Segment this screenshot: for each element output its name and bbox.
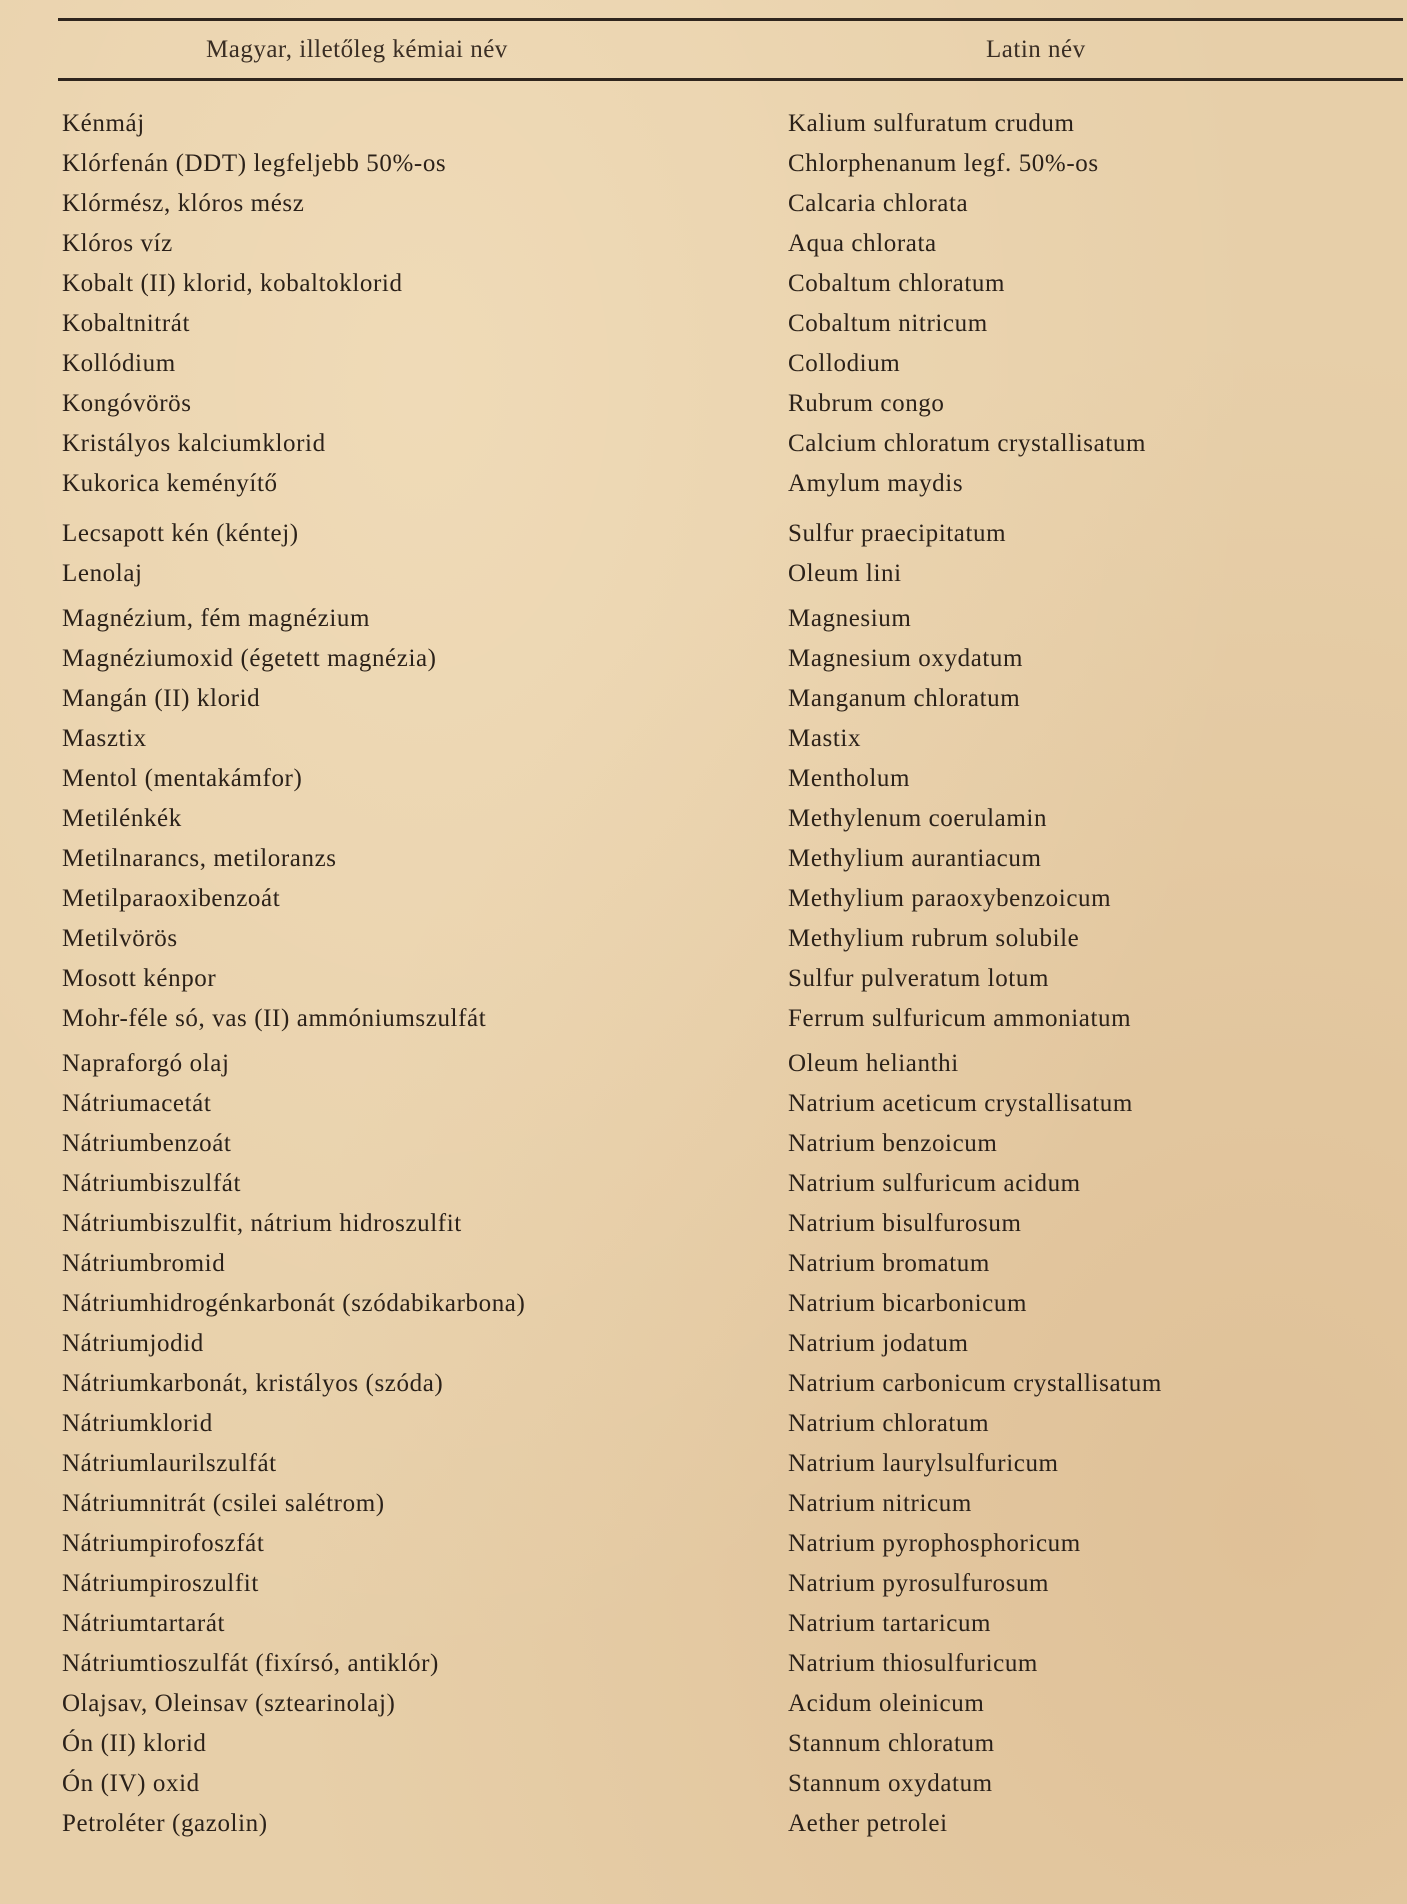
latin-name-cell: Kalium sulfuratum crudum xyxy=(788,110,1075,137)
hungarian-name-cell: Metilénkék xyxy=(62,805,182,832)
table-row xyxy=(0,110,1407,146)
table-row xyxy=(0,965,1407,1001)
hungarian-name-cell: Mangán (II) klorid xyxy=(62,685,261,712)
latin-name-cell: Natrium pyrosulfurosum xyxy=(788,1570,1050,1597)
hungarian-name-cell: Klóros víz xyxy=(62,230,173,257)
latin-name-cell: Acidum oleinicum xyxy=(788,1690,985,1717)
hungarian-name-cell: Nátriumjodid xyxy=(62,1330,204,1357)
table-row xyxy=(0,1730,1407,1766)
latin-name-cell: Methylium rubrum solubile xyxy=(788,925,1080,952)
latin-name-cell: Natrium tartaricum xyxy=(788,1610,992,1637)
latin-name-cell: Sulfur pulveratum lotum xyxy=(788,965,1049,992)
latin-name-cell: Aether petrolei xyxy=(788,1810,948,1837)
hungarian-name-cell: Nátriumkarbonát, kristályos (szóda) xyxy=(62,1370,444,1397)
table-header-rule xyxy=(58,78,1403,81)
table-row xyxy=(0,1410,1407,1446)
hungarian-name-cell: Kristályos kalciumklorid xyxy=(62,430,326,457)
latin-name-cell: Stannum oxydatum xyxy=(788,1770,993,1797)
table-row xyxy=(0,1610,1407,1646)
table-row xyxy=(0,1250,1407,1286)
table-row xyxy=(0,1330,1407,1366)
table-row xyxy=(0,605,1407,641)
table-row xyxy=(0,885,1407,921)
hungarian-name-cell: Nátriumbiszulfát xyxy=(62,1170,241,1197)
table-row xyxy=(0,1370,1407,1406)
latin-name-cell: Mentholum xyxy=(788,765,911,792)
table-top-rule xyxy=(58,18,1403,21)
header-hungarian-name: Magyar, illetőleg kémiai név xyxy=(206,36,508,63)
hungarian-name-cell: Nátriumlaurilszulfát xyxy=(62,1450,277,1477)
table-row xyxy=(0,1130,1407,1166)
latin-name-cell: Magnesium oxydatum xyxy=(788,645,1024,672)
latin-name-cell: Rubrum congo xyxy=(788,390,945,417)
latin-name-cell: Magnesium xyxy=(788,605,912,632)
hungarian-name-cell: Metilnarancs, metiloranzs xyxy=(62,845,337,872)
latin-name-cell: Sulfur praecipitatum xyxy=(788,520,1007,547)
hungarian-name-cell: Nátriumtioszulfát (fixírsó, antiklór) xyxy=(62,1650,439,1677)
table-row xyxy=(0,350,1407,386)
hungarian-name-cell: Nátriumbromid xyxy=(62,1250,226,1277)
table-row xyxy=(0,845,1407,881)
latin-name-cell: Stannum chloratum xyxy=(788,1730,995,1757)
hungarian-name-cell: Petroléter (gazolin) xyxy=(62,1810,268,1837)
latin-name-cell: Chlorphenanum legf. 50%-os xyxy=(788,150,1099,177)
table-row xyxy=(0,1210,1407,1246)
hungarian-name-cell: Nátriumtartarát xyxy=(62,1610,226,1637)
table-header xyxy=(58,30,1403,74)
table-row xyxy=(0,1290,1407,1326)
hungarian-name-cell: Mosott kénpor xyxy=(62,965,217,992)
hungarian-name-cell: Lenolaj xyxy=(62,560,143,587)
latin-name-cell: Natrium laurylsulfuricum xyxy=(788,1450,1059,1477)
hungarian-name-cell: Kobaltnitrát xyxy=(62,310,191,337)
table-row xyxy=(0,190,1407,226)
latin-name-cell: Calcaria chlorata xyxy=(788,190,969,217)
latin-name-cell: Natrium chloratum xyxy=(788,1410,990,1437)
hungarian-name-cell: Ón (II) klorid xyxy=(62,1730,207,1757)
latin-name-cell: Oleum helianthi xyxy=(788,1050,959,1077)
table-row xyxy=(0,1090,1407,1126)
latin-name-cell: Natrium jodatum xyxy=(788,1330,969,1357)
latin-name-cell: Natrium nitricum xyxy=(788,1490,972,1517)
hungarian-name-cell: Nátriumbenzoát xyxy=(62,1130,232,1157)
hungarian-name-cell: Mohr-féle só, vas (II) ammóniumszulfát xyxy=(62,1005,487,1032)
hungarian-name-cell: Kobalt (II) klorid, kobaltoklorid xyxy=(62,270,403,297)
table-row xyxy=(0,725,1407,761)
table-row xyxy=(0,470,1407,506)
hungarian-name-cell: Klórmész, klóros mész xyxy=(62,190,305,217)
latin-name-cell: Aqua chlorata xyxy=(788,230,937,257)
table-row xyxy=(0,230,1407,266)
hungarian-name-cell: Ón (IV) oxid xyxy=(62,1770,200,1797)
latin-name-cell: Cobaltum nitricum xyxy=(788,310,988,337)
hungarian-name-cell: Napraforgó olaj xyxy=(62,1050,230,1077)
latin-name-cell: Cobaltum chloratum xyxy=(788,270,1006,297)
hungarian-name-cell: Nátriumacetát xyxy=(62,1090,212,1117)
table-row xyxy=(0,1530,1407,1566)
hungarian-name-cell: Metilvörös xyxy=(62,925,178,952)
table-row xyxy=(0,1650,1407,1686)
table-row xyxy=(0,1690,1407,1726)
hungarian-name-cell: Metilparaoxibenzoát xyxy=(62,885,281,912)
hungarian-name-cell: Magnéziumoxid (égetett magnézia) xyxy=(62,645,437,672)
latin-name-cell: Natrium bisulfurosum xyxy=(788,1210,1022,1237)
table-row xyxy=(0,1005,1407,1041)
table-row xyxy=(0,560,1407,596)
latin-name-cell: Natrium bicarbonicum xyxy=(788,1290,1028,1317)
table-row xyxy=(0,1570,1407,1606)
table-row xyxy=(0,1050,1407,1086)
latin-name-cell: Methylenum coerulamin xyxy=(788,805,1048,832)
latin-name-cell: Oleum lini xyxy=(788,560,902,587)
table-row xyxy=(0,805,1407,841)
hungarian-name-cell: Masztix xyxy=(62,725,147,752)
table-row xyxy=(0,1810,1407,1846)
latin-name-cell: Amylum maydis xyxy=(788,470,964,497)
table-row xyxy=(0,430,1407,466)
latin-name-cell: Collodium xyxy=(788,350,901,377)
hungarian-name-cell: Nátriumpiroszulfit xyxy=(62,1570,259,1597)
hungarian-name-cell: Klórfenán (DDT) legfeljebb 50%-os xyxy=(62,150,447,177)
table-row xyxy=(0,390,1407,426)
latin-name-cell: Manganum chloratum xyxy=(788,685,1021,712)
table-row xyxy=(0,270,1407,306)
table-row xyxy=(0,150,1407,186)
hungarian-name-cell: Nátriumhidrogénkarbonát (szódabikarbona) xyxy=(62,1290,526,1317)
latin-name-cell: Mastix xyxy=(788,725,862,752)
hungarian-name-cell: Nátriumklorid xyxy=(62,1410,213,1437)
latin-name-cell: Natrium sulfuricum acidum xyxy=(788,1170,1081,1197)
hungarian-name-cell: Mentol (mentakámfor) xyxy=(62,765,303,792)
hungarian-name-cell: Nátriumnitrát (csilei salétrom) xyxy=(62,1490,385,1517)
latin-name-cell: Natrium bromatum xyxy=(788,1250,990,1277)
hungarian-name-cell: Kénmáj xyxy=(62,110,145,137)
table-row xyxy=(0,1170,1407,1206)
hungarian-name-cell: Lecsapott kén (kéntej) xyxy=(62,520,299,547)
table-row xyxy=(0,1770,1407,1806)
hungarian-name-cell: Kukorica keményítő xyxy=(62,470,278,497)
header-latin-name: Latin név xyxy=(986,36,1086,63)
hungarian-name-cell: Olajsav, Oleinsav (sztearinolaj) xyxy=(62,1690,396,1717)
latin-name-cell: Natrium carbonicum crystallisatum xyxy=(788,1370,1162,1397)
hungarian-name-cell: Magnézium, fém magnézium xyxy=(62,605,371,632)
table-row xyxy=(0,685,1407,721)
hungarian-name-cell: Nátriumpirofoszfát xyxy=(62,1530,265,1557)
latin-name-cell: Calcium chloratum crystallisatum xyxy=(788,430,1147,457)
latin-name-cell: Methylium paraoxybenzoicum xyxy=(788,885,1112,912)
table-row xyxy=(0,645,1407,681)
hungarian-name-cell: Nátriumbiszulfit, nátrium hidroszulfit xyxy=(62,1210,462,1237)
table-row xyxy=(0,1450,1407,1486)
table-row xyxy=(0,925,1407,961)
latin-name-cell: Natrium thiosulfuricum xyxy=(788,1650,1038,1677)
table-row xyxy=(0,1490,1407,1526)
table-row xyxy=(0,310,1407,346)
table-row xyxy=(0,765,1407,801)
hungarian-name-cell: Kongóvörös xyxy=(62,390,192,417)
latin-name-cell: Natrium pyrophosphoricum xyxy=(788,1530,1081,1557)
table-row xyxy=(0,520,1407,556)
hungarian-name-cell: Kollódium xyxy=(62,350,176,377)
latin-name-cell: Methylium aurantiacum xyxy=(788,845,1042,872)
latin-name-cell: Natrium benzoicum xyxy=(788,1130,998,1157)
latin-name-cell: Natrium aceticum crystallisatum xyxy=(788,1090,1133,1117)
latin-name-cell: Ferrum sulfuricum ammoniatum xyxy=(788,1005,1132,1032)
